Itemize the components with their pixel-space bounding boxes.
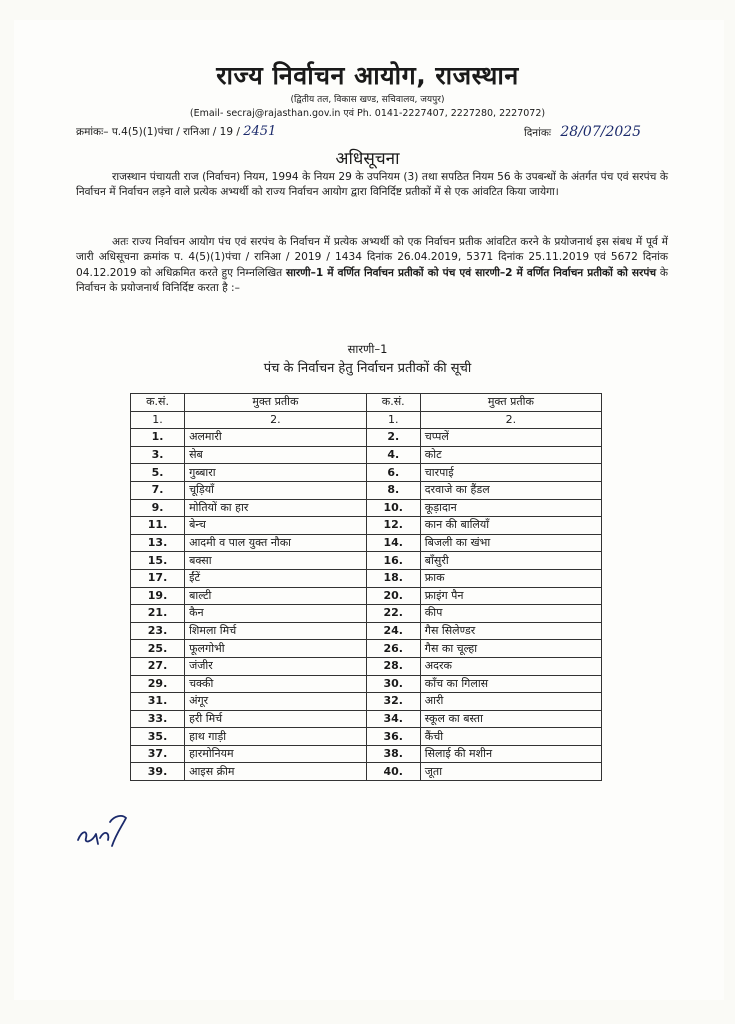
row-number: 14.: [366, 534, 420, 552]
table-row: [131, 675, 602, 693]
row-number: 16.: [366, 552, 420, 570]
symbol-name: कैंची: [420, 728, 601, 746]
row-number: 25.: [131, 640, 185, 658]
row-number: 31.: [131, 693, 185, 711]
date-label: दिनांकः: [524, 127, 552, 139]
row-number: 27.: [131, 657, 185, 675]
symbol-name: कैन: [185, 605, 367, 623]
column-header-number: क.सं.: [131, 394, 185, 412]
symbol-name: बेन्च: [185, 517, 367, 535]
date-handwritten-value: 28/07/2025: [560, 124, 642, 140]
column-header-symbol: मुक्त प्रतीक: [420, 394, 601, 412]
row-number: 23.: [131, 622, 185, 640]
row-number: 9.: [131, 499, 185, 517]
table-index-row: [131, 411, 602, 429]
notification-heading: अधिसूचना: [335, 149, 400, 169]
column-index: 2.: [420, 411, 601, 429]
table-row: [131, 534, 602, 552]
paragraph-1: राजस्थान पंचायती राज (निर्वाचन) नियम, 1994 के नियम 29 के उपनियम (3) तथा सपठित नियम 56 के उपबन्धों के अंतर्गत पंच एवं सरपंच के निर्वाचन में निर्वाचन लड़ने वाले प्रत्येक अभ्यर्थी को राज्य निर्वाचन आयोग द्वारा विनिर्दिष्ट प्रतीकों में से एक आंवटित किया जायेगा।: [76, 171, 668, 199]
table-row: [131, 429, 602, 447]
row-number: 2.: [366, 429, 420, 447]
reference-handwritten-number: 2451: [243, 124, 277, 139]
symbol-name: आइस क्रीम: [185, 763, 367, 781]
row-number: 10.: [366, 499, 420, 517]
table-row: [131, 446, 602, 464]
table-row: [131, 710, 602, 728]
table-row: [131, 657, 602, 675]
row-number: 39.: [131, 763, 185, 781]
row-number: 29.: [131, 675, 185, 693]
row-number: 20.: [366, 587, 420, 605]
symbol-name: कीप: [420, 605, 601, 623]
row-number: 40.: [366, 763, 420, 781]
page-title: राज्य निर्वाचन आयोग, राजस्थान: [216, 61, 519, 90]
table-row: [131, 745, 602, 763]
issue-date: [524, 124, 641, 140]
symbol-name: दरवाजे का हैंडल: [420, 481, 601, 499]
symbol-name: गैस का चूल्हा: [420, 640, 601, 658]
row-number: 30.: [366, 675, 420, 693]
table-row: [131, 587, 602, 605]
column-header-number: क.सं.: [366, 394, 420, 412]
symbol-name: आरी: [420, 693, 601, 711]
table-row: [131, 605, 602, 623]
row-number: 11.: [131, 517, 185, 535]
column-index: 1.: [131, 411, 185, 429]
column-header-symbol: मुक्त प्रतीक: [185, 394, 367, 412]
row-number: 1.: [131, 429, 185, 447]
table-row: [131, 622, 602, 640]
table-row: [131, 693, 602, 711]
reference-number: [76, 124, 276, 139]
symbol-name: हारमोनियम: [185, 745, 367, 763]
row-number: 32.: [366, 693, 420, 711]
table-header-row: [131, 394, 602, 412]
row-number: 28.: [366, 657, 420, 675]
row-number: 38.: [366, 745, 420, 763]
symbol-name: फ्राक: [420, 569, 601, 587]
row-number: 26.: [366, 640, 420, 658]
symbol-name: चारपाई: [420, 464, 601, 482]
symbol-name: शिमला मिर्च: [185, 622, 367, 640]
symbol-name: सेब: [185, 446, 367, 464]
paragraph-2-bold: सारणी–1 में वर्णित निर्वाचन प्रतीकों को पंच एवं सारणी–2 में वर्णित निर्वाचन प्रतीकों को सरपंच: [285, 266, 657, 279]
symbol-name: मोतियों का हार: [185, 499, 367, 517]
row-number: 21.: [131, 605, 185, 623]
row-number: 15.: [131, 552, 185, 570]
symbol-name: कोट: [420, 446, 601, 464]
row-number: 24.: [366, 622, 420, 640]
symbol-name: काँच का गिलास: [420, 675, 601, 693]
symbol-name: आदमी व पाल युक्त नौका: [185, 534, 367, 552]
paragraph-2-text-b: के निर्वाचन के प्रयोजनार्थ विनिर्दिष्ट करता है :–: [76, 266, 668, 294]
symbol-name: बाँसुरी: [420, 552, 601, 570]
symbol-name: सिलाई की मशीन: [420, 745, 601, 763]
symbol-name: गैस सिलेण्डर: [420, 622, 601, 640]
table-row: [131, 552, 602, 570]
row-number: 19.: [131, 587, 185, 605]
table-row: [131, 763, 602, 781]
table-subtitle: पंच के निर्वाचन हेतु निर्वाचन प्रतीकों की सूची: [263, 361, 472, 376]
row-number: 3.: [131, 446, 185, 464]
symbol-name: जूता: [420, 763, 601, 781]
symbol-name: कूड़ादान: [420, 499, 601, 517]
signature-initials: [74, 812, 134, 852]
row-number: 13.: [131, 534, 185, 552]
symbol-name: बिजली का खंभा: [420, 534, 601, 552]
row-number: 36.: [366, 728, 420, 746]
symbol-name: बाल्टी: [185, 587, 367, 605]
table-row: [131, 499, 602, 517]
table-caption: सारणी–1: [347, 342, 388, 356]
symbol-name: स्कूल का बस्ता: [420, 710, 601, 728]
row-number: 37.: [131, 745, 185, 763]
reference-label: क्रमांकः– प.4(5)(1)पंचा / रानिआ / 19 /: [76, 126, 240, 138]
symbol-name: कान की बालियाँ: [420, 517, 601, 535]
symbol-name: अंगूर: [185, 693, 367, 711]
symbols-table: [130, 393, 602, 781]
contact-line: (Email- secraj@rajasthan.gov.in एवं Ph. 0141-2227407, 2227280, 2227072): [189, 108, 546, 119]
table-row: [131, 464, 602, 482]
row-number: 33.: [131, 710, 185, 728]
symbol-name: ईंटें: [185, 569, 367, 587]
table-row: [131, 569, 602, 587]
symbol-name: बक्सा: [185, 552, 367, 570]
table-row: [131, 728, 602, 746]
symbol-name: अदरक: [420, 657, 601, 675]
symbol-name: गुब्बारा: [185, 464, 367, 482]
symbol-name: हरी मिर्च: [185, 710, 367, 728]
table-row: [131, 517, 602, 535]
row-number: 18.: [366, 569, 420, 587]
symbol-name: फ्राइंग पैन: [420, 587, 601, 605]
row-number: 17.: [131, 569, 185, 587]
paragraph-2-text-a: अतः राज्य निर्वाचन आयोग पंच एवं सरपंच के निर्वाचन में प्रत्येक अभ्यर्थी को एक निर्वाचन प्रतीक आंवटित करने के प्रयोजनार्थ इस संबध में पूर्व में जारी अधिसूचना क्रमांक प. 4(5)(1)पंचा / रानिआ / 2019 / 1434 दिनांक 26.04.2019, 5371 दिनांक 25.11.2019 एवं 5672 दिनांक 04.12.2019 को अधिक्रमित करते हुए निम्नलिखित: [76, 236, 668, 279]
row-number: 7.: [131, 481, 185, 499]
symbol-name: चप्पलें: [420, 429, 601, 447]
column-index: 1.: [366, 411, 420, 429]
symbol-name: चूड़ियाँ: [185, 481, 367, 499]
paragraph-2: [76, 235, 668, 296]
row-number: 22.: [366, 605, 420, 623]
row-number: 12.: [366, 517, 420, 535]
table-row: [131, 481, 602, 499]
row-number: 35.: [131, 728, 185, 746]
symbol-name: जंजीर: [185, 657, 367, 675]
row-number: 8.: [366, 481, 420, 499]
row-number: 6.: [366, 464, 420, 482]
row-number: 5.: [131, 464, 185, 482]
row-number: 4.: [366, 446, 420, 464]
symbol-name: अलमारी: [185, 429, 367, 447]
row-number: 34.: [366, 710, 420, 728]
office-address: (द्वितीय तल, विकास खण्ड, सचिवालय, जयपुर): [290, 95, 445, 105]
table-row: [131, 640, 602, 658]
symbol-name: हाथ गाड़ी: [185, 728, 367, 746]
column-index: 2.: [185, 411, 367, 429]
symbol-name: चक्की: [185, 675, 367, 693]
symbol-name: फूलगोभी: [185, 640, 367, 658]
